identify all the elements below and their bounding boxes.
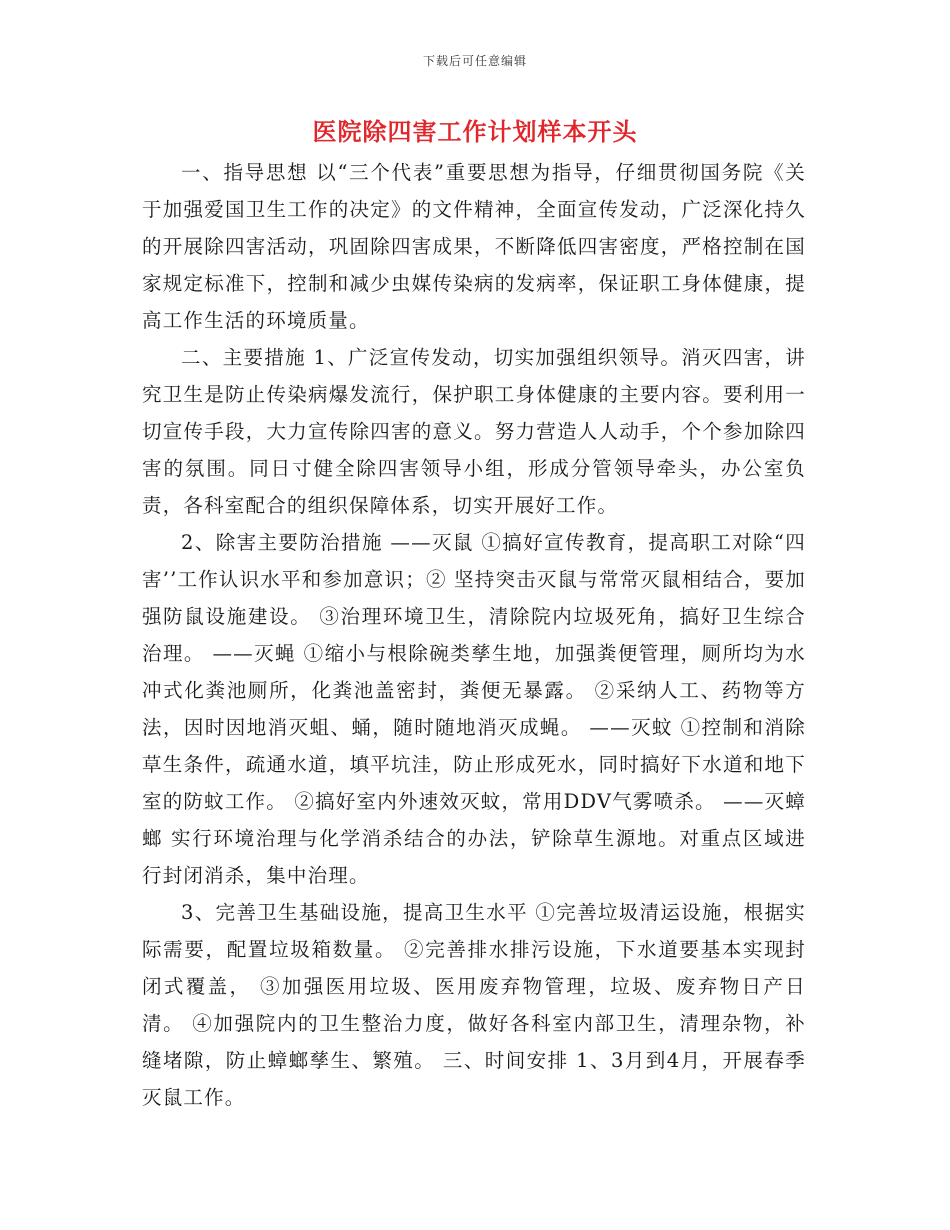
paragraph-sanitation-facilities: 3、完善卫生基础设施，提高卫生水平 ①完善垃圾清运设施，根据实际需要，配置垃圾箱数量。 ②完善排水排污设施，下水道要基本实现封闭式覆盖， ③加强医用垃圾、医用废弃物管理，垃圾、废弃物日产日清。 ④加强院内的卫生整治力度，做好各科室内部卫生，清理杂物，补缝堵隙，防止蟑螂孳生、繁殖。 三、时间安排 1、3月到4月，开展春季灭鼠工作。 <box>142 901 806 1109</box>
paragraph-main-measures: 二、主要措施 1、广泛宣传发动，切实加强组织领导。消灭四害，讲究卫生是防止传染病爆发流行，保护职工身体健康的主要内容。要利用一切宣传手段，大力宣传除四害的意义。努力营造人人动手，个个参加除四害的氛围。同日寸健全除四害领导小组，形成分管领导牵头，办公室负责，各科室配合的组织保障体系，切实开展好工作。 <box>142 346 806 517</box>
document-body <box>142 154 806 1116</box>
paragraph-guiding-ideology: 一、指导思想 以“三个代表”重要思想为指导，仔细贯彻国务院《关于加强爱国卫生工作的决定》的文件精神，全面宣传发动，广泛深化持久的开展除四害活动，巩固除四害成果，不断降低四害密度，严格控制在国家规定标准下，控制和减少虫媒传染病的发病率，保证职工身体健康，提高工作生活的环境质量。 <box>142 161 806 332</box>
page-header-note: 下载后可任意编辑 <box>422 54 527 68</box>
document-title: 医院除四害工作计划样本开头 <box>312 117 638 146</box>
paragraph-pest-control-measures: 2、除害主要防治措施 ——灭鼠 ①搞好宣传教育，提高职工对除“四害’’工作认识水平和参加意识；② 坚持突击灭鼠与常常灭鼠相结合，要加强防鼠设施建设。 ③治理环境卫生，清除院内垃圾死角，搞好卫生综合治理。 ——灭蝇 ①缩小与根除碗类孳生地，加强粪便管理，厕所均为水冲式化粪池厕所，化粪池盖密封，粪便无暴露。 ②采纳人工、药物等方法，因时因地消灭蛆、蛹，随时随地消灭成蝇。 ——灭蚊 ①控制和消除草生条件，疏通水道，填平坑洼，防止形成死水，同时搞好下水道和地下室的防蚊工作。 ②搞好室内外速效灭蚊，常用DDV气雾喷杀。 ——灭蟑螂 实行环境治理与化学消杀结合的办法，铲除草生源地。对重点区域进行封闭消杀，集中治理。 <box>142 531 806 887</box>
